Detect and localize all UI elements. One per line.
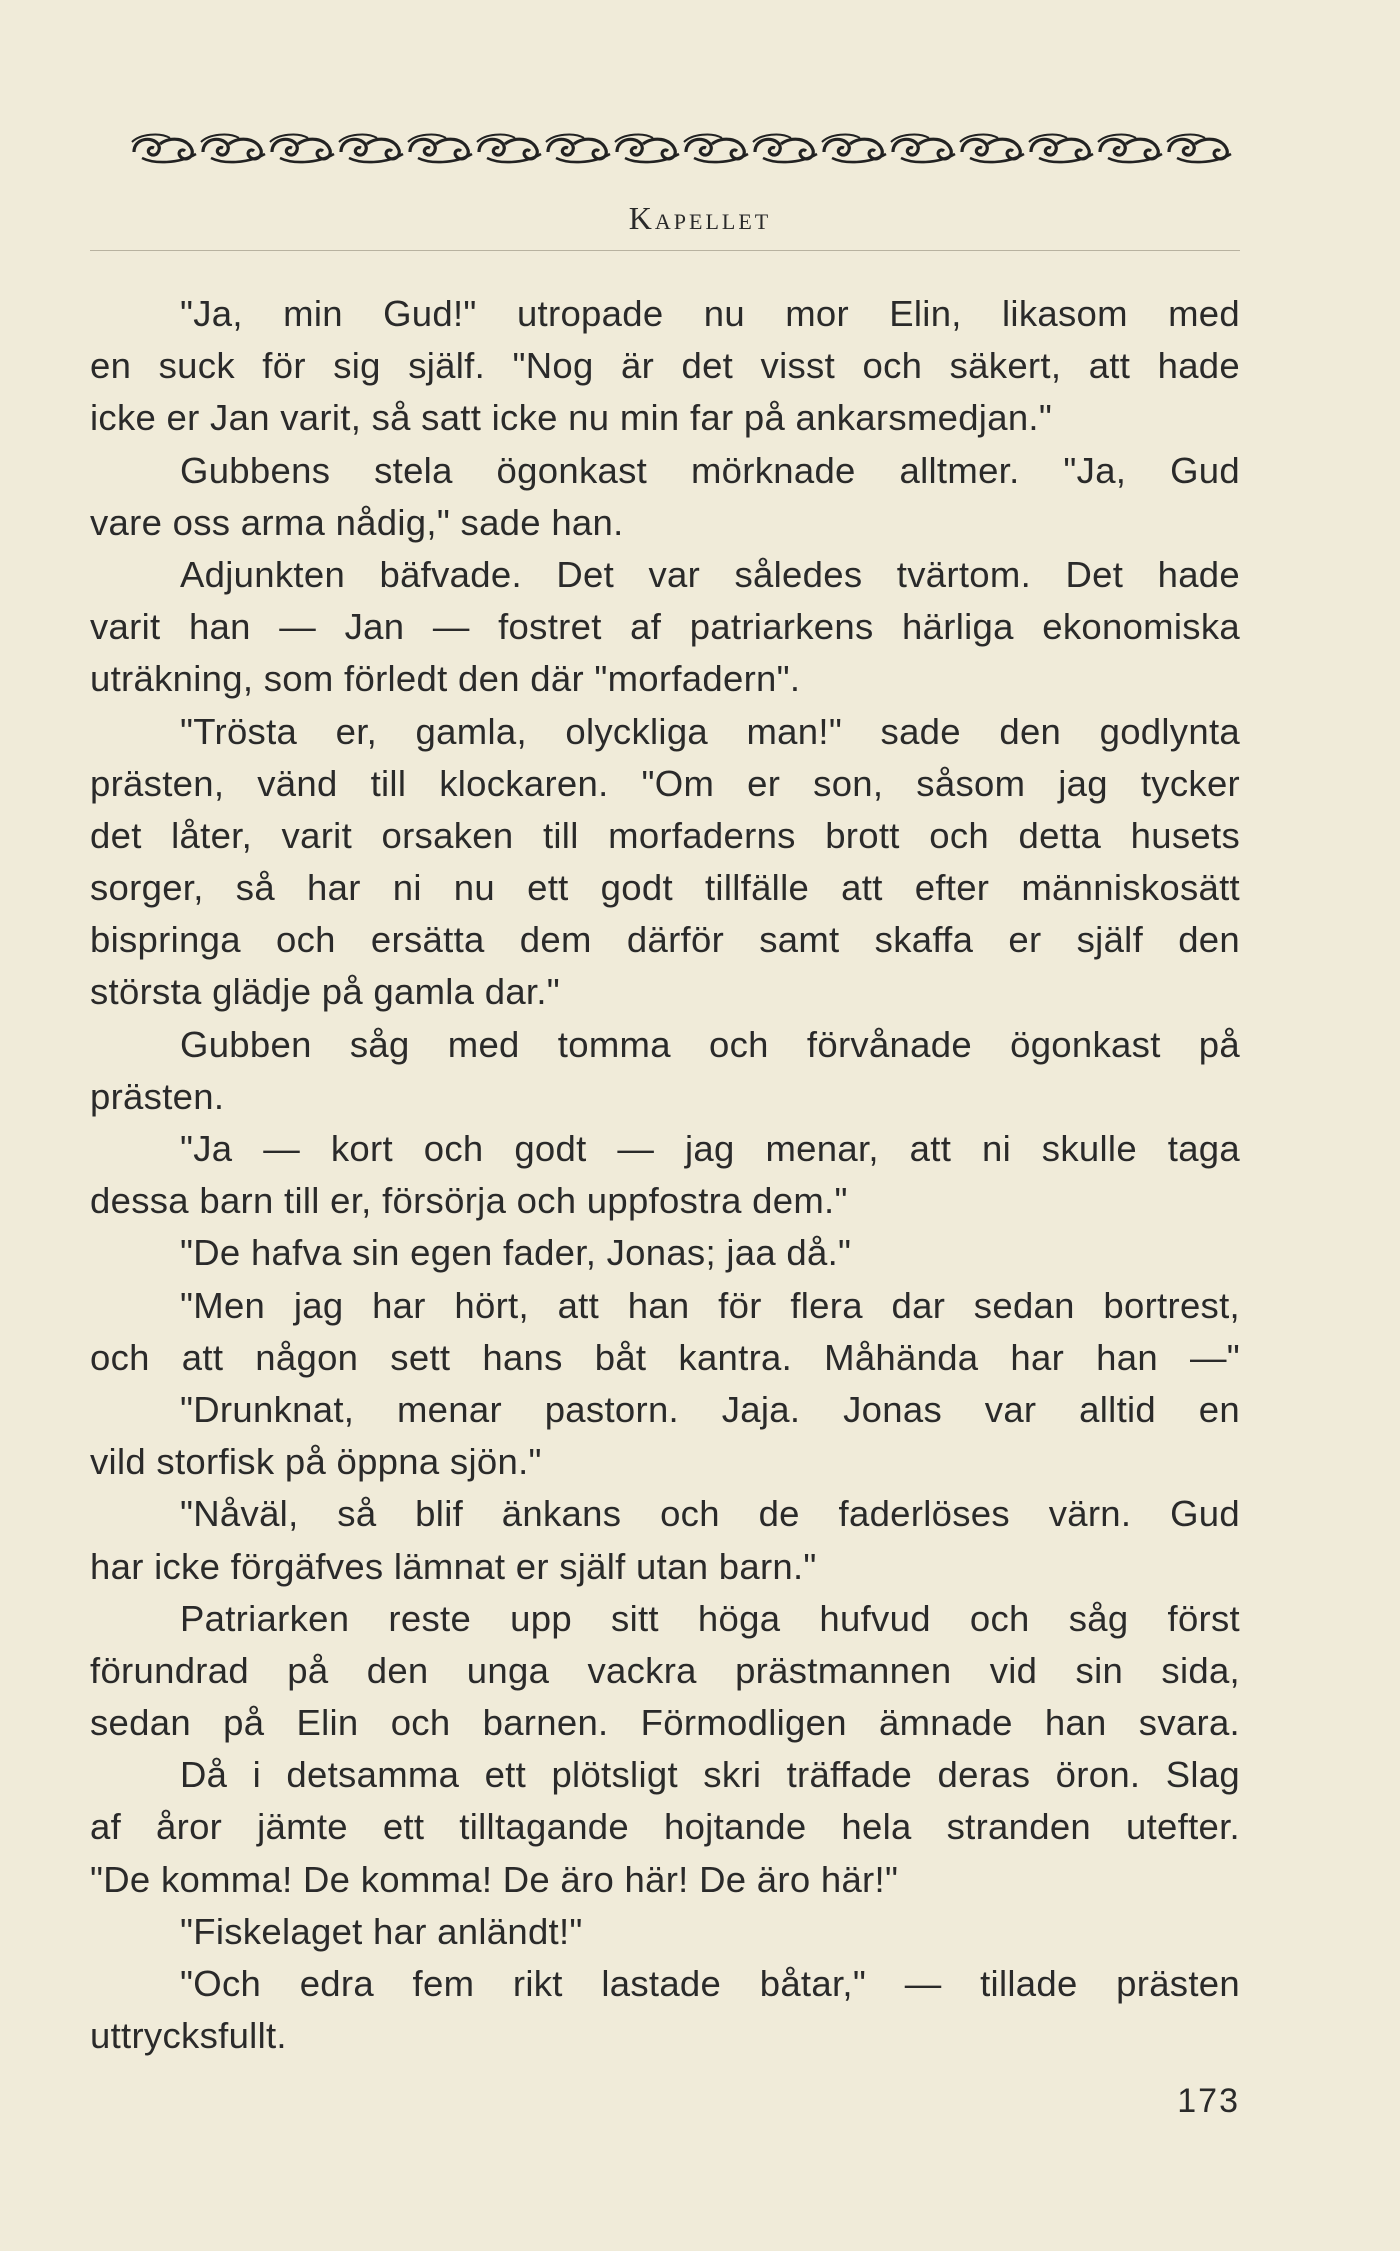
text-line: "Ja — kort och godt — jag menar, att ni skulle taga [180, 1128, 1240, 1169]
text-line: "Ja, min Gud!" utropade nu mor Elin, likasom med [180, 293, 1240, 334]
text-line: uttrycksfullt. [90, 2015, 287, 2057]
text-line: en suck för sig själf. "Nog är det visst och säkert, att hade [90, 345, 1240, 387]
text-line: Gubbens stela ögonkast mörknade alltmer. "Ja, Gud [180, 449, 1240, 491]
text-line: "Trösta er, gamla, olyckliga man!" sade den godlynta [180, 710, 1240, 752]
text-line: bispringa och ersätta dem därför samt skaffa er själf den [90, 919, 1240, 961]
text-line: "Nåväl, så blif änkans och de faderlöses värn. Gud [180, 1493, 1240, 1535]
text-line: "Drunknat, menar pastorn. Jaja. Jonas var alltid en [180, 1388, 1240, 1430]
text-line: vare oss arma nådig," sade han. [90, 501, 624, 543]
text-line: och att någon sett hans båt kantra. Måhända har han —" [90, 1336, 1240, 1378]
text-line: icke er Jan varit, så satt icke nu min far på ankarsmedjan." [90, 397, 1053, 439]
text-line: största glädje på gamla dar." [90, 971, 561, 1013]
text-line: prästen. [90, 1075, 225, 1117]
text-line: "De komma! De komma! De äro här! De äro här!" [90, 1858, 899, 1900]
decorative-ornament-band [130, 128, 1240, 168]
text-line: af åror jämte ett tilltagande hojtande hela stranden utefter. [90, 1806, 1240, 1848]
scroll-ornament-icon [130, 128, 1240, 168]
text-line: förundrad på den unga vackra prästmannen vid sin sida, [90, 1649, 1240, 1691]
text-line: sedan på Elin och barnen. Förmodligen ämnade han svara. [90, 1702, 1240, 1744]
running-title: Kapellet [628, 200, 772, 236]
text-line: Adjunkten bäfvade. Det var således tvärtom. Det hade [180, 553, 1240, 595]
text-line: "De hafva sin egen fader, Jonas; jaa då." [180, 1232, 852, 1274]
text-line: varit han — Jan — fostret af patriarkens härliga ekonomiska [90, 606, 1240, 648]
text-line: vild storfisk på öppna sjön." [90, 1441, 542, 1483]
header-rule [90, 250, 1240, 251]
text-line: "Fiskelaget har anländt!" [180, 1910, 583, 1952]
text-line: prästen, vänd till klockaren. "Om er son, såsom jag tycker [90, 762, 1240, 804]
text-line: det låter, varit orsaken till morfaderns brott och detta husets [90, 814, 1240, 856]
text-line: har icke förgäfves lämnat er själf utan barn." [90, 1545, 817, 1587]
text-line: "Och edra fem rikt lastade båtar," — tillade prästen [180, 1963, 1240, 2004]
text-line: Gubben såg med tomma och förvånade ögonkast på [180, 1023, 1240, 1065]
body-text [90, 288, 1240, 2062]
text-line: dessa barn till er, försörja och uppfostra dem." [90, 1180, 848, 1222]
page-number: 173 [1177, 2082, 1240, 2120]
text-line: sorger, så har ni nu ett godt tillfälle att efter människosätt [90, 867, 1240, 909]
text-line: Patriarken reste upp sitt höga hufvud och såg först [180, 1597, 1240, 1639]
text-line: uträkning, som förledt den där "morfadern". [90, 658, 801, 700]
text-line: "Men jag har hört, att han för flera dar sedan bortrest, [180, 1284, 1240, 1326]
text-line: Då i detsamma ett plötsligt skri träffade deras öron. Slag [180, 1754, 1240, 1796]
